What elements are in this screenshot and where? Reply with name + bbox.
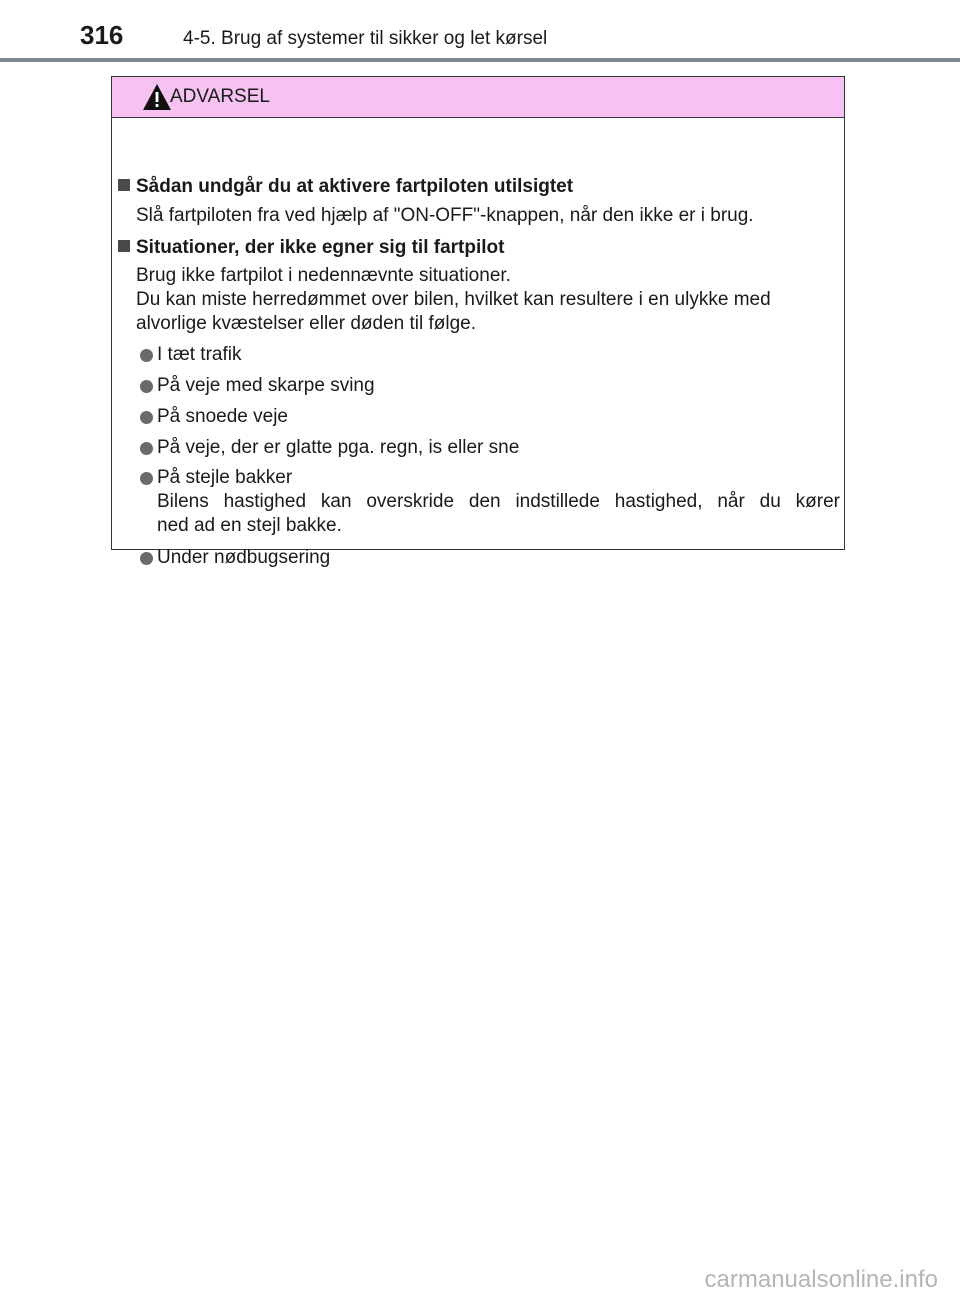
warning-title: ADVARSEL bbox=[170, 86, 270, 107]
list-item-detail-line: Bilens hastighed kan overskride den indstillede hastighed, når du kører bbox=[157, 491, 840, 512]
header-divider bbox=[0, 58, 960, 62]
warning-header bbox=[112, 77, 844, 118]
round-bullet-icon bbox=[140, 349, 153, 362]
list-item-text: I tæt trafik bbox=[157, 344, 242, 365]
round-bullet-icon bbox=[140, 552, 153, 565]
square-bullet-icon bbox=[118, 240, 130, 252]
round-bullet-icon bbox=[140, 442, 153, 455]
warning-triangle-icon bbox=[142, 83, 172, 111]
round-bullet-icon bbox=[140, 411, 153, 424]
topic-heading-text: Situationer, der ikke egner sig til fartpilot bbox=[136, 237, 505, 258]
page-number: 316 bbox=[80, 20, 124, 50]
topic-body-line: alvorlige kvæstelser eller døden til følge. bbox=[136, 313, 477, 334]
list-item-detail-line: ned ad en stejl bakke. bbox=[157, 515, 342, 536]
topic-body-text: Slå fartpiloten fra ved hjælp af "ON-OFF"-knappen, når den ikke er i brug. bbox=[136, 205, 754, 226]
topic-heading-unsuitable-situations bbox=[118, 237, 504, 259]
round-bullet-icon bbox=[140, 380, 153, 393]
square-bullet-icon bbox=[118, 179, 130, 191]
list-item-text: På veje, der er glatte pga. regn, is eller sne bbox=[157, 437, 520, 458]
list-item-text: På snoede veje bbox=[157, 406, 288, 427]
warning-box bbox=[111, 76, 845, 568]
list-item-text: Under nødbugsering bbox=[157, 547, 331, 568]
section-title: 4-5. Brug af systemer til sikker og let kørsel bbox=[183, 28, 548, 49]
topic-heading-text: Sådan undgår du at aktivere fartpiloten utilsigtet bbox=[136, 176, 574, 197]
list-item-text: På stejle bakker bbox=[157, 467, 293, 488]
page-header bbox=[0, 0, 960, 64]
topic-body-line: Du kan miste herredømmet over bilen, hvilket kan resultere i en ulykke med bbox=[136, 289, 771, 310]
topic-heading-unintended-activation bbox=[118, 176, 573, 198]
round-bullet-icon bbox=[140, 472, 153, 485]
list-item-text: På veje med skarpe sving bbox=[157, 375, 375, 396]
watermark: carmanualsonline.info bbox=[704, 1266, 938, 1293]
topic-body-line: Brug ikke fartpilot i nedennævnte situationer. bbox=[136, 265, 511, 286]
